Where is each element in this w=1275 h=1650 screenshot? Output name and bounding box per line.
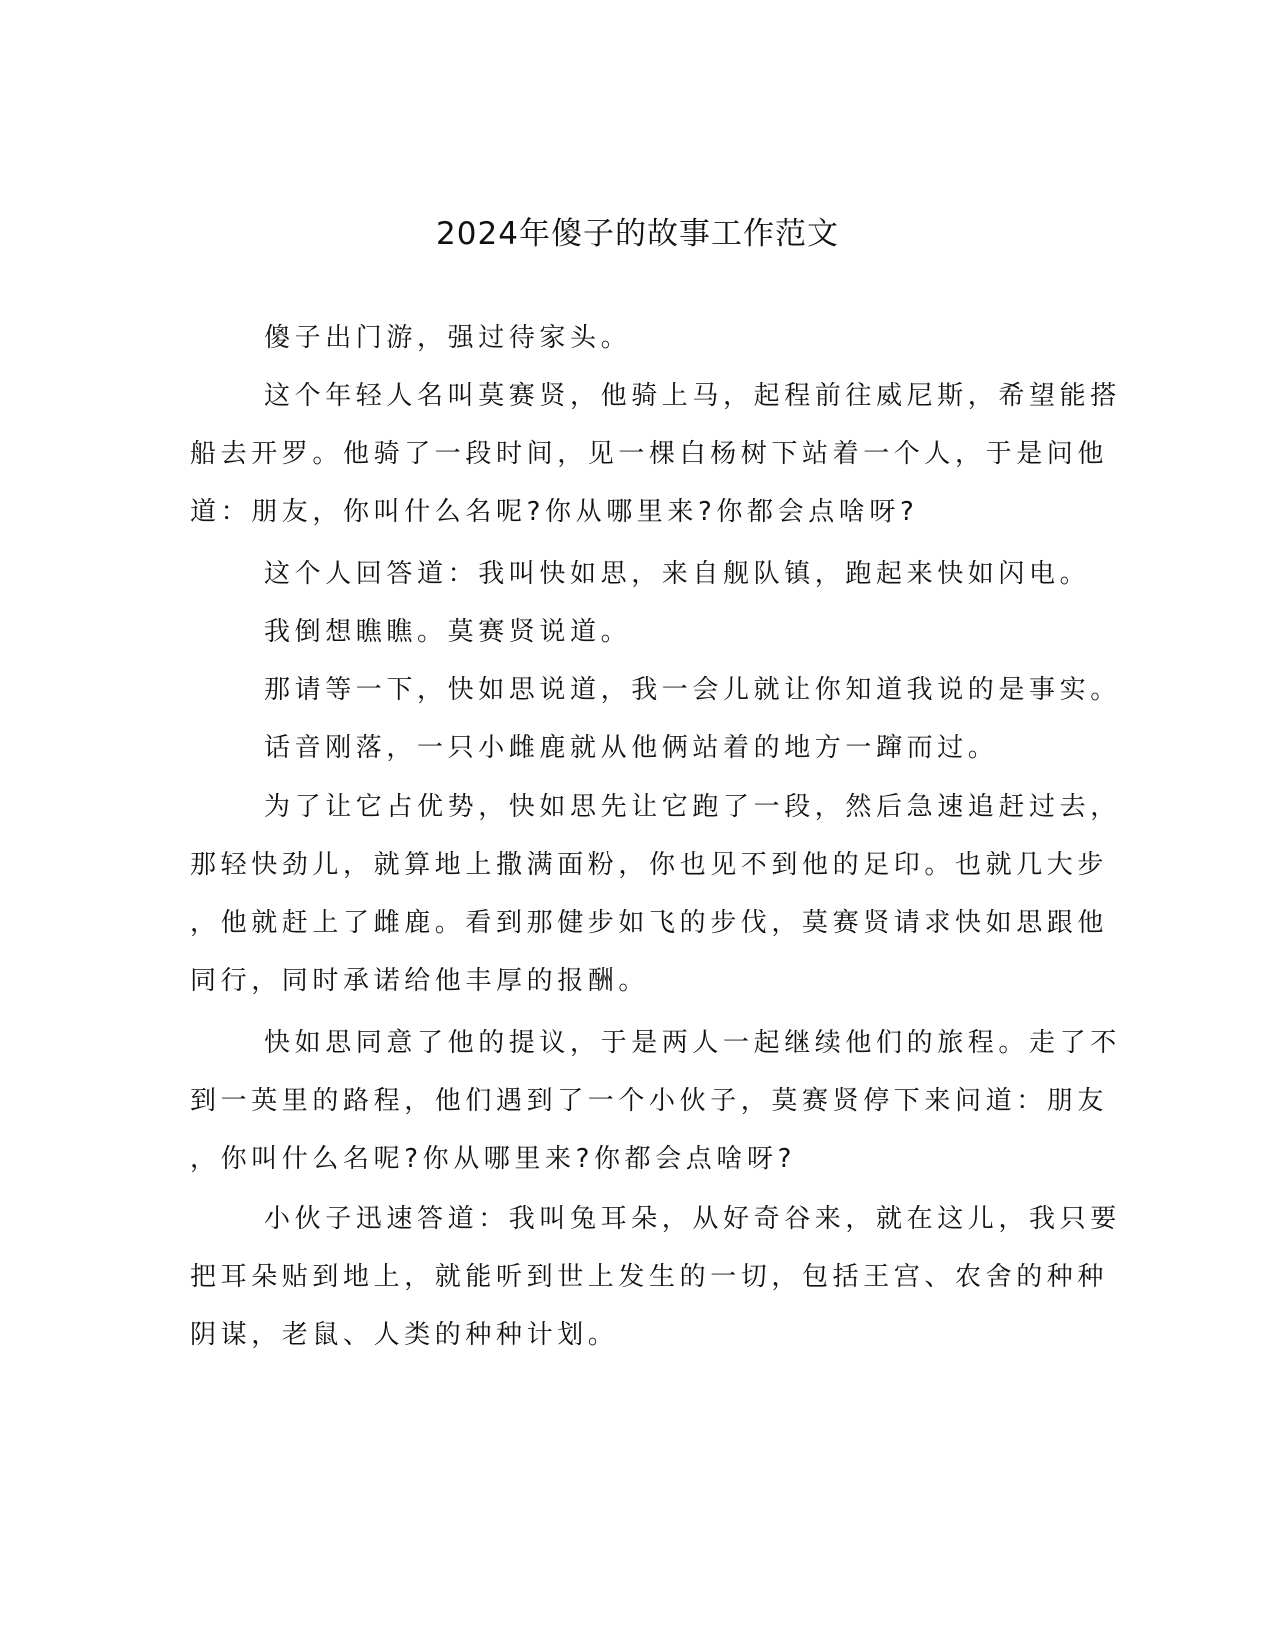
document-title: 2024年傻子的故事工作范文: [436, 216, 839, 252]
text-line: 为了让它占优势，快如思先让它跑了一段，然后急速追赶过去，: [264, 792, 1121, 822]
text-line: ，他就赶上了雌鹿。看到那健步如飞的步伐，莫赛贤请求快如思跟他: [190, 908, 1109, 938]
text-line: 把耳朵贴到地上，就能听到世上发生的一切，包括王宫、农舍的种种: [190, 1262, 1109, 1292]
text-line: ，你叫什么名呢?你从哪里来?你都会点啥呀?: [190, 1144, 796, 1174]
text-line: 那请等一下，快如思说道，我一会儿就让你知道我说的是事实。: [264, 675, 1121, 705]
text-line: 这个年轻人名叫莫赛贤，他骑上马，起程前往威尼斯，希望能搭: [264, 381, 1121, 411]
text-line: 船去开罗。他骑了一段时间，见一棵白杨树下站着一个人，于是问他: [190, 439, 1109, 469]
text-line: 傻子出门游，强过待家头。: [264, 323, 632, 353]
text-line: 话音刚落，一只小雌鹿就从他俩站着的地方一蹿而过。: [264, 733, 999, 763]
text-line: 那轻快劲儿，就算地上撒满面粉，你也见不到他的足印。也就几大步: [190, 850, 1109, 880]
text-line: 小伙子迅速答道：我叫兔耳朵，从好奇谷来，就在这儿，我只要: [264, 1204, 1121, 1234]
text-line: 这个人回答道：我叫快如思，来自舰队镇，跑起来快如闪电。: [264, 559, 1091, 589]
text-line: 同行，同时承诺给他丰厚的报酬。: [190, 966, 650, 996]
text-line: 阴谋，老鼠、人类的种种计划。: [190, 1320, 619, 1350]
text-line: 我倒想瞧瞧。莫赛贤说道。: [264, 617, 632, 647]
text-line: 快如思同意了他的提议，于是两人一起继续他们的旅程。走了不: [264, 1028, 1121, 1058]
text-line: 到一英里的路程，他们遇到了一个小伙子，莫赛贤停下来问道：朋友: [190, 1086, 1109, 1116]
text-line: 道：朋友，你叫什么名呢?你从哪里来?你都会点啥呀?: [190, 497, 919, 527]
